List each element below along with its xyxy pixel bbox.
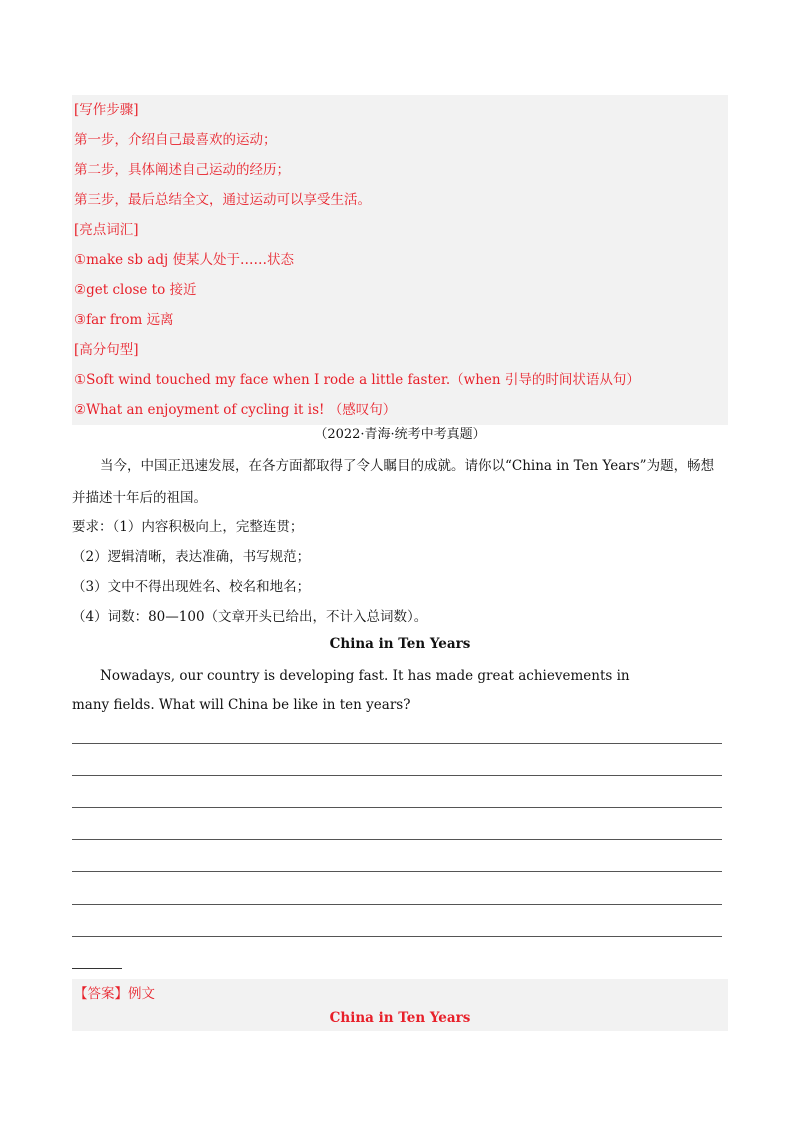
tips-vocab-2: ②get close to 接近 <box>74 282 197 298</box>
tips-heading-steps: [写作步骤] <box>74 102 139 118</box>
prompt-line-1: 当今，中国正迅速发展，在各方面都取得了令人瞩目的成就。请你以“China in Ten Years”为题，畅想 <box>100 458 715 474</box>
tips-vocab-3: ③far from 远离 <box>74 312 174 328</box>
essay-title: China in Ten Years <box>329 636 471 652</box>
answer-label: 【答案】例文 <box>74 986 155 1002</box>
answer-block <box>72 979 728 1031</box>
tips-vocab-1: ①make sb adj 使某人处于……状态 <box>74 252 294 268</box>
requirement-4: （4）词数：80—100（文章开头已给出，不计入总词数）。 <box>72 609 428 625</box>
requirement-3: （3）文中不得出现姓名、校名和地名； <box>72 579 311 595</box>
tips-heading-sentences: [高分句型] <box>74 342 139 358</box>
answer-write-line[interactable] <box>72 871 722 872</box>
requirement-1: 要求：（1）内容积极向上，完整连贯； <box>72 519 304 535</box>
prompt-line-2: 并描述十年后的祖国。 <box>72 490 207 506</box>
answer-write-line[interactable] <box>72 743 722 744</box>
tips-sentence-1: ①Soft wind touched my face when I rode a little faster.（when 引导的时间状语从句） <box>74 372 640 388</box>
answer-write-line[interactable] <box>72 839 722 840</box>
requirement-2: （2）逻辑清晰，表达准确，书写规范； <box>72 549 311 565</box>
tips-step-3: 第三步，最后总结全文，通过运动可以享受生活。 <box>74 192 371 208</box>
question-source: （2022·青海·统考中考真题） <box>314 427 486 442</box>
tips-heading-vocab: [亮点词汇] <box>74 222 139 238</box>
answer-write-line[interactable] <box>72 904 722 905</box>
writing-tips-block <box>72 95 728 425</box>
essay-start-line-1: Nowadays, our country is developing fast. It has made great achievements in <box>100 668 630 684</box>
divider-rule <box>72 968 122 969</box>
answer-write-line[interactable] <box>72 775 722 776</box>
tips-step-1: 第一步，介绍自己最喜欢的运动； <box>74 132 277 148</box>
essay-start-line-2: many fields. What will China be like in ten years? <box>72 697 411 713</box>
answer-write-line[interactable] <box>72 807 722 808</box>
tips-step-2: 第二步，具体阐述自己运动的经历； <box>74 162 290 178</box>
answer-write-line[interactable] <box>72 936 722 937</box>
answer-essay-title: China in Ten Years <box>329 1010 471 1026</box>
tips-sentence-2: ②What an enjoyment of cycling it is! （感叹句） <box>74 402 397 418</box>
